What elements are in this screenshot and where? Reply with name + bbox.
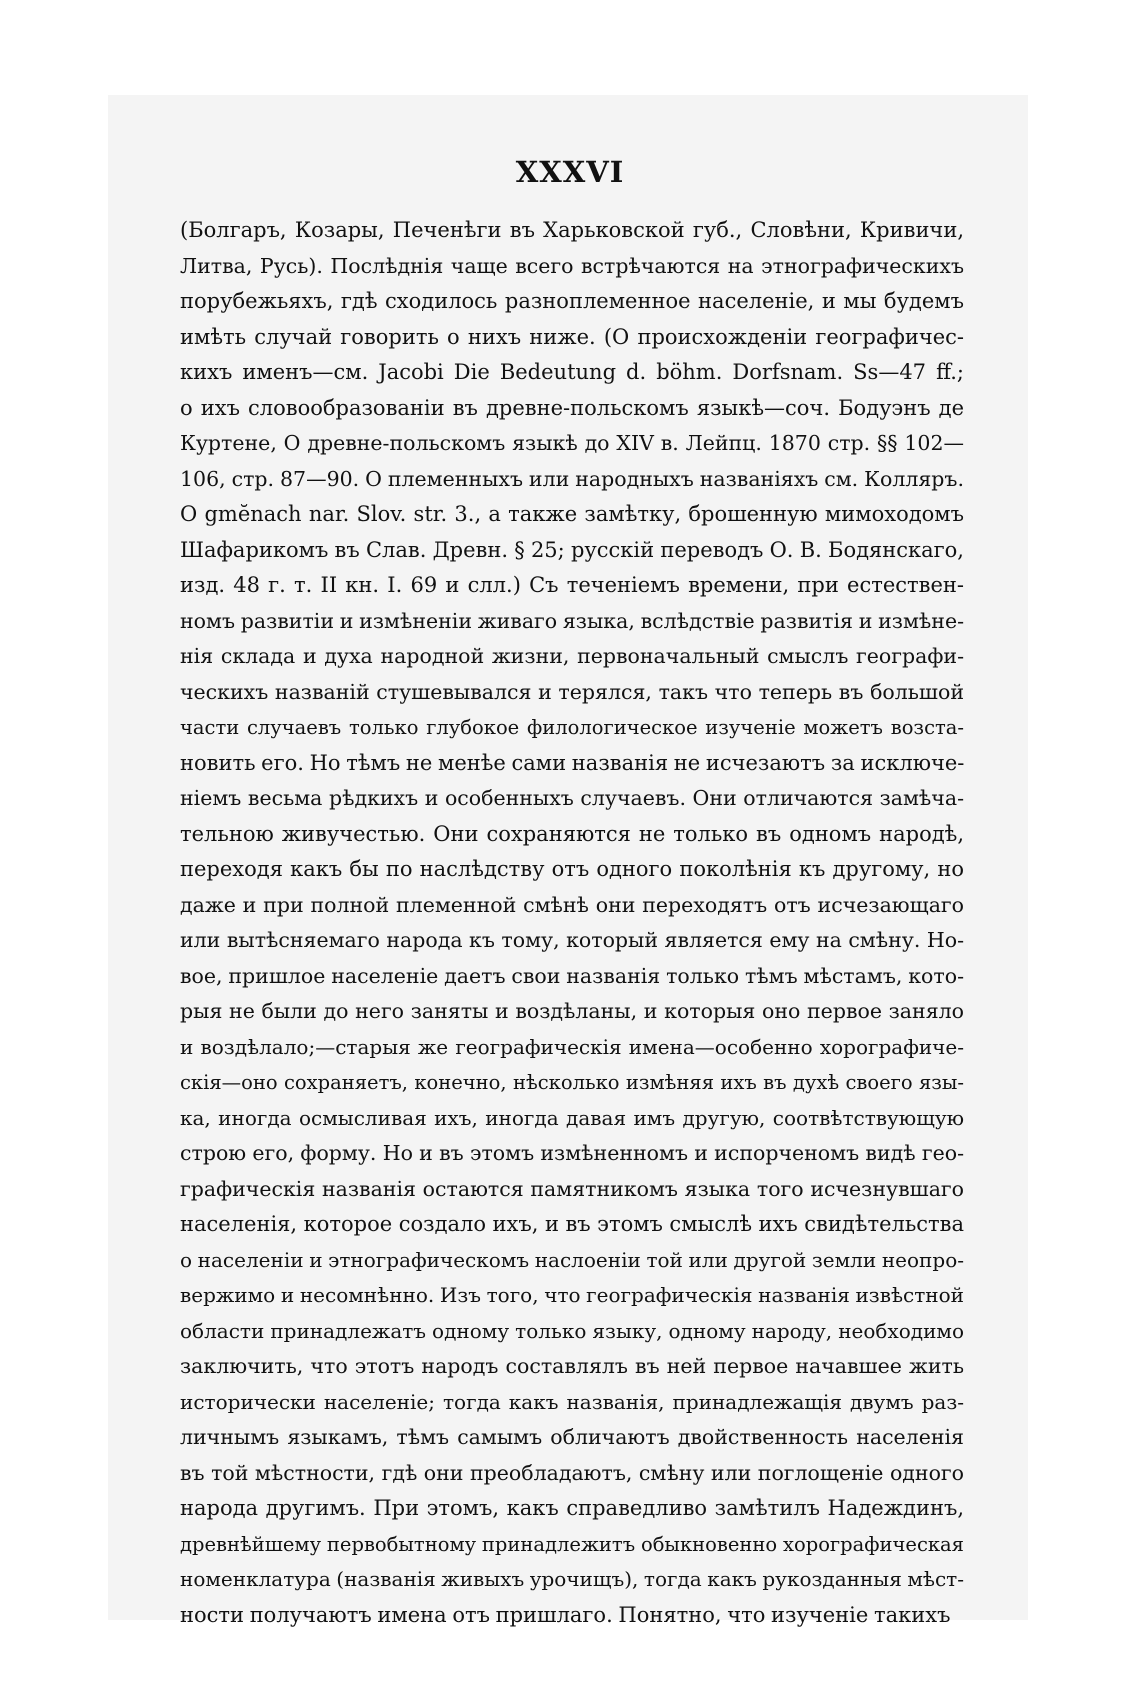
text-line: заключить, что этотъ народъ составлялъ въ ней первое начавшее жить <box>180 1354 964 1378</box>
text-line: ности получаютъ имена отъ пришлаго. Понятно, что изученіе такихъ <box>180 1602 951 1627</box>
text-line: скія—оно сохраняетъ, конечно, нѣсколько измѣняя ихъ въ духѣ своего язы- <box>180 1071 964 1094</box>
text-line: Шафарикомъ въ Слав. Древн. § 25; русскій переводъ О. В. Бодянскаго, <box>180 537 964 562</box>
text-line: рыя не были до него заняты и воздѣланы, и которыя оно первое заняло <box>180 999 964 1023</box>
text-line: области принадлежатъ одному только языку, одному народу, необходимо <box>180 1318 964 1343</box>
text-line: графическія названія остаются памятникомъ языка того исчезнувшаго <box>180 1176 964 1201</box>
text-line: о населеніи и этнографическомъ наслоеніи той или другой земли неопро- <box>180 1247 964 1272</box>
text-line: 106, стр. 87—90. О племенныхъ или народныхъ названіяхъ см. Колляръ. <box>180 466 964 491</box>
text-line: Литва, Русь). Послѣднія чаще всего встрѣчаются на этнографическихъ <box>180 253 964 278</box>
text-line: O gmĕnach nar. Slov. str. 3., а также замѣтку, брошенную мимоходомъ <box>180 502 964 526</box>
text-line: ка, иногда осмысливая ихъ, иногда давая имъ другую, соотвѣтствующую <box>180 1105 964 1130</box>
text-line: древнѣйшему первобытному принадлежитъ обыкновенно хорографическая <box>180 1532 964 1556</box>
text-line: номъ развитіи и измѣненіи живаго языка, вслѣдствіе развитія и измѣне- <box>180 608 964 633</box>
text-line: тельною живучестью. Они сохраняются не только въ одномъ народѣ, <box>180 821 964 846</box>
text-line: строю его, форму. Но и въ этомъ измѣненномъ и испорченомъ видѣ гео- <box>180 1141 964 1165</box>
page-number: XXXVI <box>515 155 625 189</box>
text-line: въ той мѣстности, гдѣ они преобладаютъ, смѣну или поглощеніе одного <box>180 1460 964 1485</box>
text-line: исторически населеніе; тогда какъ названія, принадлежащія двумъ раз- <box>180 1389 964 1414</box>
text-line: переходя какъ бы по наслѣдству отъ одного поколѣнія къ другому, но <box>180 857 964 881</box>
text-line: вое, пришлое населеніе даетъ свои названія только тѣмъ мѣстамъ, кото- <box>180 963 964 988</box>
text-line: номенклатура (названія живыхъ урочищъ), тогда какъ рукозданныя мѣст- <box>180 1567 964 1591</box>
text-line: народа другимъ. При этомъ, какъ справедливо замѣтилъ Надеждинъ, <box>180 1496 964 1520</box>
text-line: вержимо и несомнѣнно. Изъ того, что географическія названія извѣстной <box>180 1283 964 1307</box>
text-line: ческихъ названій стушевывался и терялся, такъ что теперь въ большой <box>180 679 964 704</box>
text-line: даже и при полной племенной смѣнѣ они переходятъ отъ исчезающаго <box>180 892 964 917</box>
body-text <box>180 213 964 1633</box>
text-line: имѣть случай говорить о нихъ ниже. (О происхожденіи географичес- <box>180 324 964 349</box>
text-line: кихъ именъ—см. Jacobi Die Bedeutung d. böhm. Dorfsnam. Ss—47 ff.; <box>180 360 964 384</box>
text-line: (Болгаръ, Козары, Печенѣги въ Харьковской губ., Словѣни, Кривичи, <box>180 218 964 242</box>
text-line: о ихъ словообразованіи въ древне-польскомъ языкѣ—соч. Бодуэнъ де <box>180 395 964 420</box>
text-line: нія склада и духа народной жизни, первоначальный смыслъ географи- <box>180 644 964 668</box>
text-line: личнымъ языкамъ, тѣмъ самымъ обличаютъ двойственность населенія <box>180 1425 964 1449</box>
text-line: части случаевъ только глубокое филологическое изученіе можетъ возста- <box>180 716 964 739</box>
text-line: Куртене, О древне-польскомъ языкѣ до XIV в. Лейпц. 1870 стр. §§ 102— <box>180 431 964 455</box>
text-line: ніемъ весьма рѣдкихъ и особенныхъ случаевъ. Они отличаются замѣча- <box>180 786 964 810</box>
text-line: порубежьяхъ, гдѣ сходилось разноплеменное населеніе, и мы будемъ <box>180 289 964 313</box>
text-line: или вытѣсняемаго народа къ тому, который является ему на смѣну. Но- <box>180 928 964 952</box>
text-line: изд. 48 г. т. II кн. I. 69 и слл.) Съ теченіемъ времени, при естествен- <box>180 573 964 597</box>
text-line: новить его. Но тѣмъ не менѣе сами названія не исчезаютъ за исключе- <box>180 750 965 775</box>
text-line: и воздѣлало;—старыя же географическія имена—особенно хорографиче- <box>180 1034 964 1059</box>
text-line: населенія, которое создало ихъ, и въ этомъ смыслѣ ихъ свидѣтельства <box>180 1212 964 1236</box>
